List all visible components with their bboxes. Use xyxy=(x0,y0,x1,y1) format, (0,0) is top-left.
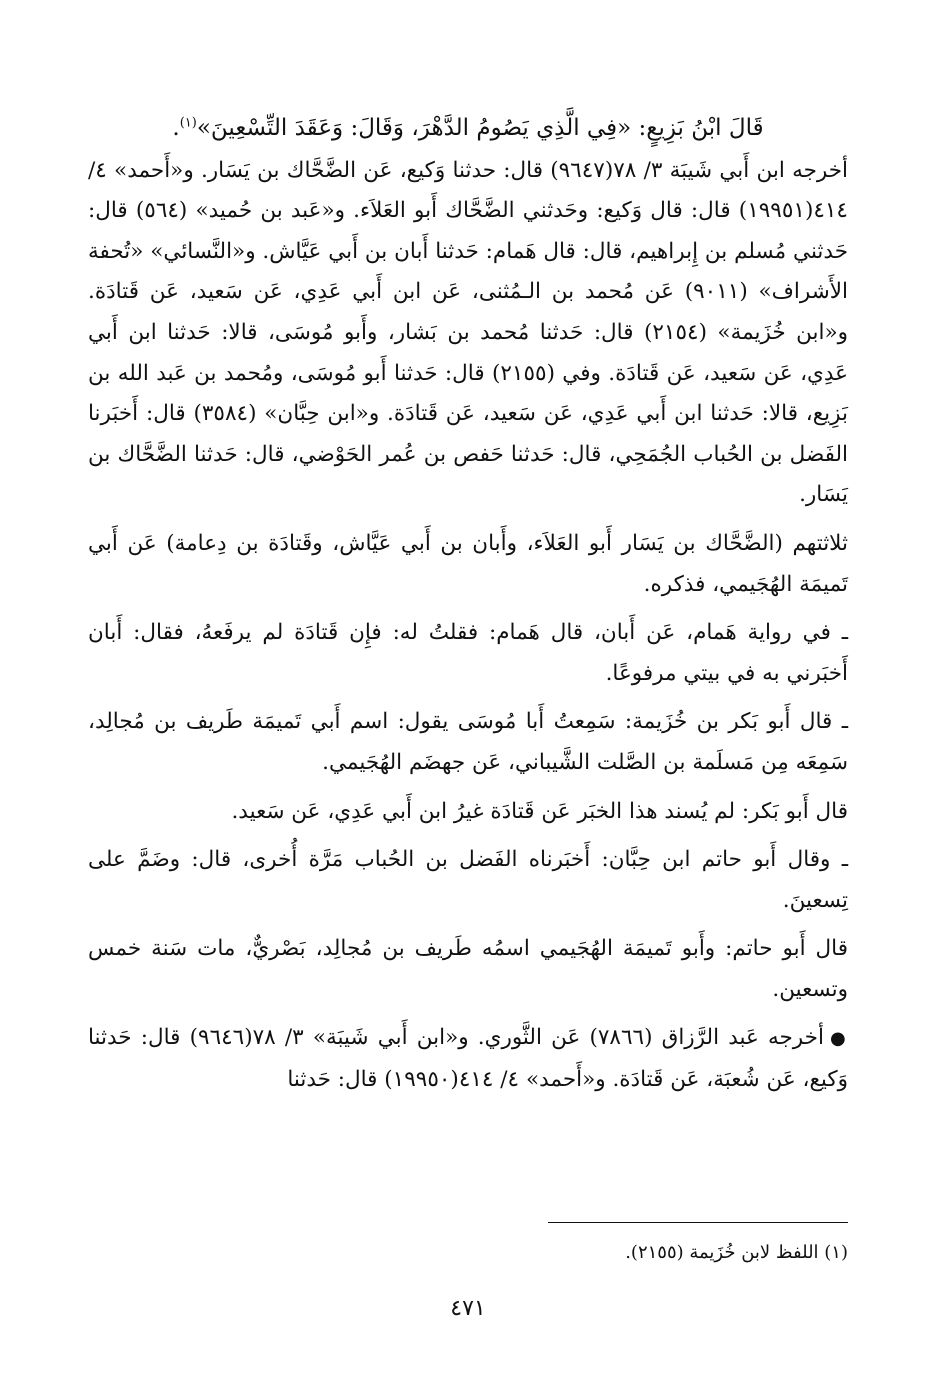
chain-summary-paragraph: ثلاثتهم (الضَّحَّاك بن يَسَار أَبو العَلاَء، وأَبان بن أَبي عَيَّاش، وقَتادَة بن دِعامة) عَن أَبي تَميمَة الهُجَيمي، فذكره. xyxy=(88,530,848,597)
quote-text: قَالَ ابْنُ بَزِيعٍ: «فِي الَّذِي يَصُومُ الدَّهْرَ، وَقَالَ: وَعَقَدَ التِّسْعِينَ» xyxy=(196,115,764,141)
note-paragraph: قال أَبو بَكر: لم يُسند هذا الخبَر عَن قَتادَة غيرُ ابن أَبي عَدِي، عَن سَعيد. xyxy=(231,798,848,824)
bullet-icon: ● xyxy=(829,1028,848,1050)
bullet-paragraph-text: أخرجه عَبد الرَّزاق (٧٨٦٦) عَن الثَّوري. و«ابن أَبي شَيبَة» ٣/ ٧٨(٩٦٤٦) قال: حَدثنا وَكيع، عَن شُعبَة، عَن قَتادَة. و«أَحمد» ٤/ ٤١٤(١٩٩٥٠) قال: حَدثنا xyxy=(88,1025,848,1093)
footnote-ref: (١) xyxy=(179,115,197,131)
note-paragraph: ـ قال أَبو بَكر بن خُزَيمة: سَمِعتُ أَبا مُوسَى يقول: اسم أَبي تَميمَة طَريف بن مُجالِد، سَمِعَه مِن مَسلَمة بن الصَّلت الشَّيباني، عَن جهضَم الهُجَيمي. xyxy=(88,709,848,775)
page-number: ٤٧١ xyxy=(450,1296,486,1321)
note-paragraph: ـ في رواية هَمام، عَن أَبان، قال هَمام: فقلتُ له: فإِن قَتادَة لم يرفَعهُ، فقال: أَبان أَخبَرني به في بيتي مرفوعًا. xyxy=(88,620,848,686)
takhrij-paragraph: أخرجه ابن أَبي شَيبَة ٣/ ٧٨(٩٦٤٧) قال: حدثنا وَكيع، عَن الضَّحَّاك بن يَسَار. و«أَحمد» ٤/ ٤١٤(١٩٩٥١) قال: قال وَكيع: وحَدثني الضَّحَّاك أَبو العَلاَء. و«عَبد بن حُميد» (٥٦٤) قال: حَدثني مُسلم بن إِبراهيم، قال: قال هَمام: حَدثنا أَبان بن أَبي عَيَّاش. و«النَّسائي» «تُحفة الأَشراف» (٩٠١١) عَن مُحمد بن الـمُثنى، عَن ابن أَبي عَدِي، عَن سَعيد، عَن قَتادَة. و«ابن خُزَيمة» (٢١٥٤) قال: حَدثنا مُحمد بن بَشار، وأَبو مُوسَى، قالا: حَدثنا ابن أَبي عَدِي، عَن سَعيد، عَن قَتادَة. وفي (٢١٥٥) قال: حَدثنا أَبو مُوسَى، ومُحمد بن عَبد الله بن بَزِيع، قالا: حَدثنا ابن أَبي عَدِي، عَن سَعيد، عَن قَتادَة. و«ابن حِبَّان» (٣٥٨٤) قال: أَخبَرنا الفَضل بن الحُباب الجُمَحِي، قال: حَدثنا حَفص بن عُمر الحَوْضي، قال: حَدثنا الضَّحَّاك بن يَسَار. xyxy=(88,157,849,508)
hadith-quote xyxy=(88,108,848,149)
footnote: (١) اللفظ لابن خُزَيمة (٢١٥٥). xyxy=(625,1242,848,1263)
main-text xyxy=(88,108,848,1109)
bullet-paragraph xyxy=(88,1018,848,1100)
quote-end: . xyxy=(172,115,180,141)
note-paragraph: ـ وقال أَبو حاتم ابن حِبَّان: أَخبَرناه الفَضل بن الحُباب مَرَّة أُخرى، قال: وضَمَّ على تِسعينَ. xyxy=(88,847,848,913)
note-paragraph: قال أَبو حاتم: وأَبو تَميمَة الهُجَيمي اسمُه طَريف بن مُجالِد، بَصْريٌّ، مات سَنة خمس وتسعين. xyxy=(88,936,848,1002)
footnote-divider xyxy=(548,1222,848,1223)
